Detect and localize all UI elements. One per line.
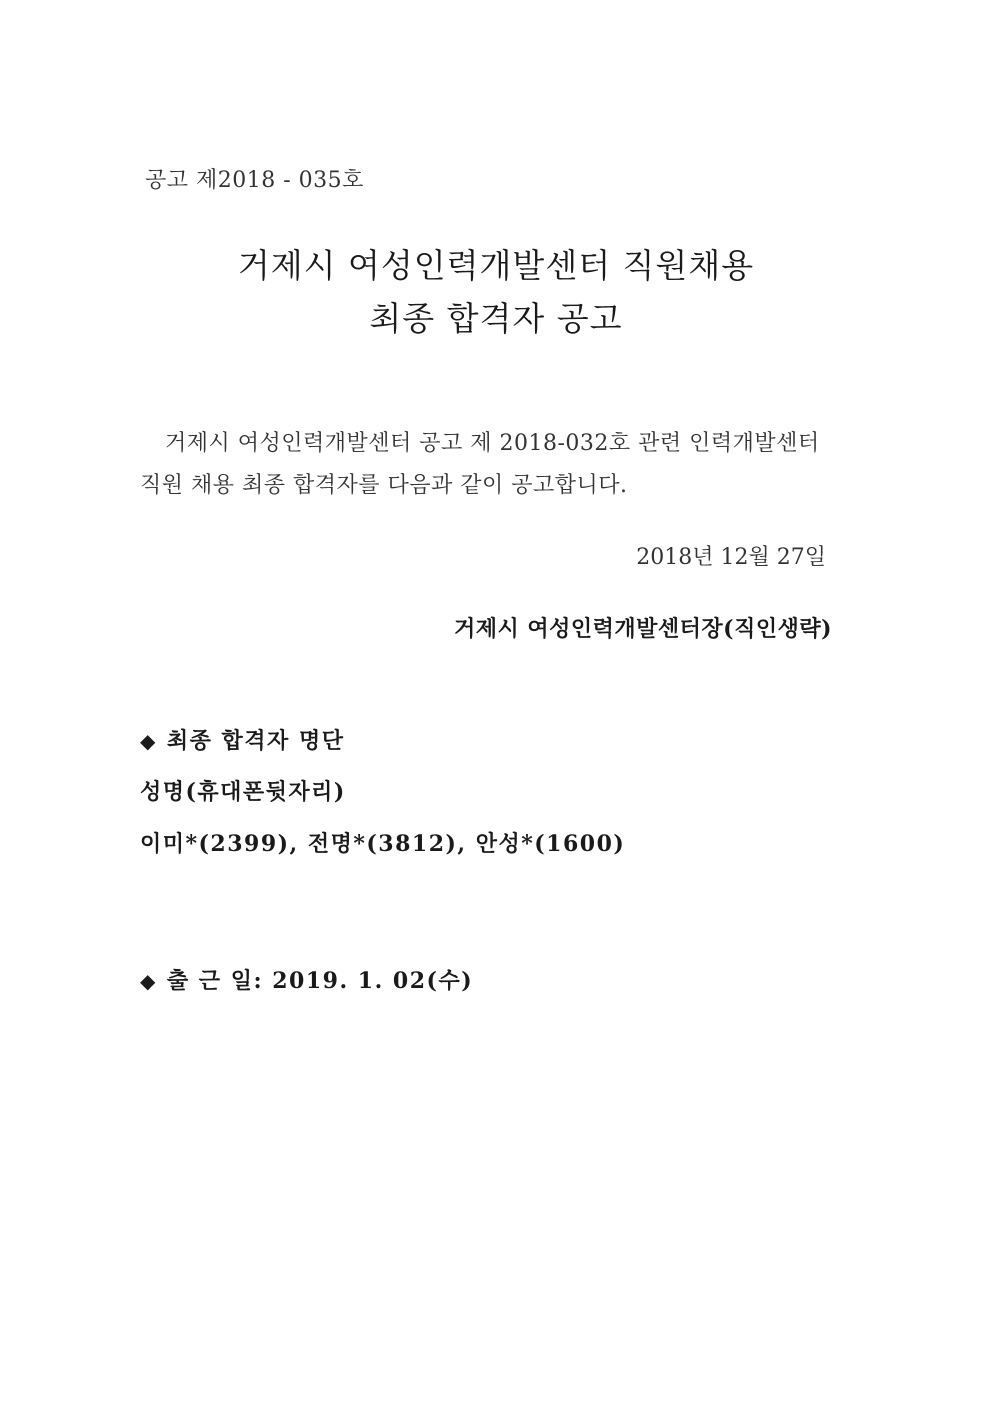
finalists-heading-text: 최종 합격자 명단 bbox=[166, 728, 345, 754]
start-date-line bbox=[140, 964, 473, 995]
body-paragraph-line-2: 직원 채용 최종 합격자를 다음과 같이 공고합니다. bbox=[140, 473, 628, 498]
notice-number: 공고 제2018 - 035호 bbox=[145, 168, 364, 193]
signer: 거제시 여성인력개발센터장(직인생략) bbox=[453, 616, 832, 642]
finalists-heading bbox=[140, 724, 344, 755]
announcement-date: 2018년 12월 27일 bbox=[636, 545, 826, 570]
title-line-2: 최종 합격자 공고 bbox=[369, 299, 623, 338]
diamond-bullet-icon: ◆ bbox=[140, 969, 157, 993]
diamond-bullet-icon: ◆ bbox=[140, 729, 157, 753]
body-paragraph-line-1: 거제시 여성인력개발센터 공고 제 2018-032호 관련 인력개발센터 bbox=[165, 431, 820, 456]
start-date-text: 출 근 일: 2019. 1. 02(수) bbox=[166, 968, 474, 994]
finalists-names: 이미*(2399), 전명*(3812), 안성*(1600) bbox=[140, 831, 626, 857]
title-line-1: 거제시 여성인력개발센터 직원채용 bbox=[237, 246, 755, 285]
finalists-column-label: 성명(휴대폰뒷자리) bbox=[140, 779, 346, 805]
